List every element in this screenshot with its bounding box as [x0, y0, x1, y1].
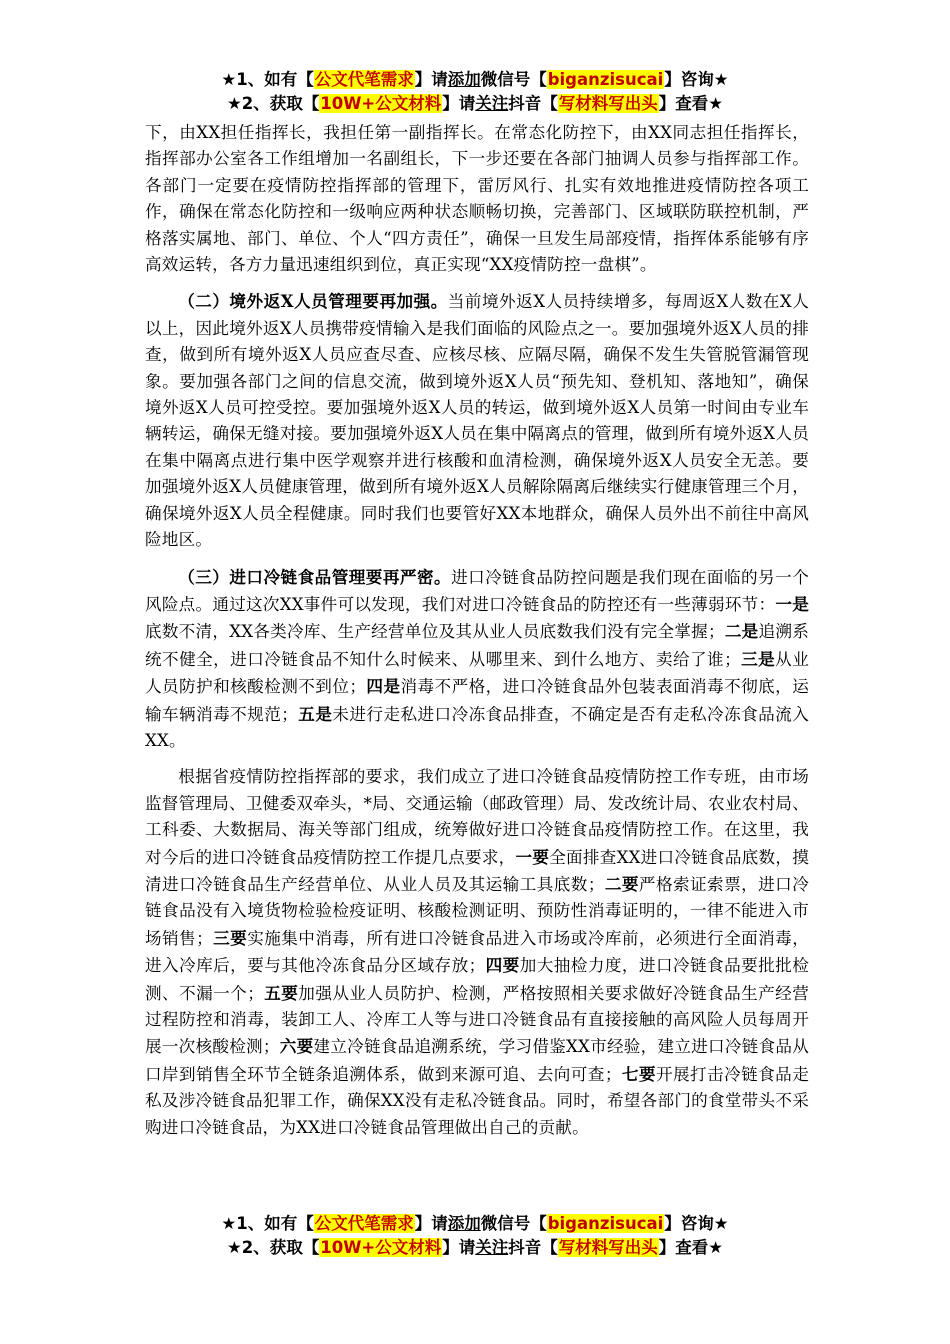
banner-line-2: ★2、获取【10W+公文材料】请关注抖音【写材料写出头】查看★ — [226, 1238, 724, 1257]
paragraph-cold-chain: （三）进口冷链食品管理要再严密。进口冷链食品防控问题是我们现在面临的另一个风险点。通过这次XX事件可以发现，我们对进口冷链食品的防控还有一些薄弱环节：一是底数不清，XX各类冷库、生产经营单位及其从业人员底数我们没有完全掌握；二是追溯系统不健全，进口冷链食品不知什么时候来、从哪里来、到什么地方、卖给了谁；三是从业人员防护和核酸检测不到位；四是消毒不严格，进口冷链食品外包装表面消毒不彻底，运输车辆消毒不规范；五是未进行走私进口冷冻食品排查，不确定是否有走私冷冻食品流入XX。 — [145, 566, 810, 750]
banner-line-2: ★2、获取【10W+公文材料】请关注抖音【写材料写出头】查看★ — [226, 94, 724, 113]
highlight-service: 公文代笔需求 — [314, 1214, 414, 1233]
banner-top — [0, 68, 950, 116]
highlight-service: 公文代笔需求 — [314, 70, 414, 89]
banner-line-1: ★1、如有【公文代笔需求】请添加微信号【biganzisucai】咨询★ — [221, 1214, 729, 1233]
highlight-materials: 10W+公文材料 — [320, 94, 442, 113]
document-body — [145, 120, 809, 1151]
section-heading-2: （二）境外返X人员管理要再加强。 — [178, 291, 448, 312]
section-heading-3: （三）进口冷链食品管理要再严密。 — [178, 566, 452, 587]
banner-bottom — [0, 1212, 950, 1260]
paragraph-requirements: 根据省疫情防控指挥部的要求，我们成立了进口冷链食品疫情防控工作专班，由市场监督管理局、卫健委双牵头，*局、交通运输（邮政管理）局、发改统计局、农业农村局、工科委、大数据局、海关等部门组成，统筹做好进口冷链食品疫情防控工作。在这里，我对今后的进口冷链食品疫情防控工作提几点要求，一要全面排查XX进口冷链食品底数，摸清进口冷链食品生产经营单位、从业人员及其运输工具底数；二要严格索证索票，进口冷链食品没有入境货物检验检疫证明、核酸检测证明、预防性消毒证明的，一律不能进入市场销售；三要实施集中消毒，所有进口冷链食品进入市场或冷库前，必须进行全面消毒，进入冷库后，要与其他冷冻食品分区域存放；四要加大抽检力度，进口冷链食品要批批检测、不漏一个；五要加强从业人员防护、检测，严格按照相关要求做好冷链食品生产经营过程防控和消毒，装卸工人、冷库工人等与进口冷链食品有直接接触的高风险人员每周开展一次核酸检测；六要建立冷链食品追溯系统，学习借鉴XX市经验，建立进口冷链食品从口岸到销售全环节全链条追溯体系，做到来源可追、去向可查；七要开展打击冷链食品走私及涉冷链食品犯罪工作，确保XX没有走私冷链食品。同时，希望各部门的食堂带头不采购进口冷链食品，为XX进口冷链食品管理做出自己的贡献。 — [145, 767, 810, 1137]
highlight-materials: 10W+公文材料 — [320, 1238, 442, 1257]
banner-line-1: ★1、如有【公文代笔需求】请添加微信号【biganzisucai】咨询★ — [221, 70, 729, 89]
highlight-wechat-id: biganzisucai — [547, 1214, 664, 1233]
highlight-douyin: 写材料写出头 — [558, 94, 658, 113]
highlight-wechat-id: biganzisucai — [547, 70, 664, 89]
paragraph-overseas: （二）境外返X人员管理要再加强。当前境外返X人员持续增多，每周返X人数在X人以上，因此境外返X人员携带疫情输入是我们面临的风险点之一。要加强境外返X人员的排查，做到所有境外返X人员应查尽查、应核尽核、应隔尽隔，确保不发生失管脱管漏管现象。要加强各部门之间的信息交流，做到境外返X人员“预先知、登机知、落地知”，确保境外返X人员可控受控。要加强境外返X人员的转运，做到境外返X人员第一时间由专业车辆转运，确保无缝对接。要加强境外返X人员在集中隔离点的管理，做到所有境外返X人员在集中隔离点进行集中医学观察并进行核酸和血清检测，确保境外返X人员安全无恙。要加强境外返X人员健康管理，做到所有境外返X人员解除隔离后继续实行健康管理三个月，确保境外返X人员全程健康。同时我们也要管好XX本地群众，确保人员外出不前往中高风险地区。 — [145, 291, 809, 550]
highlight-douyin: 写材料写出头 — [558, 1238, 658, 1257]
paragraph-command: 下，由XX担任指挥长，我担任第一副指挥长。在常态化防控下，由XX同志担任指挥长，指挥部办公室各工作组增加一名副组长，下一步还要在各部门抽调人员参与指挥部工作。各部门一定要在疫情防控指挥部的管理下，雷厉风行、扎实有效地推进疫情防控各项工作，确保在常态化防控和一级响应两种状态顺畅切换，完善部门、区域联防联控机制，严格落实属地、部门、单位、个人“四方责任”，确保一旦发生局部疫情，指挥体系能够有序高效运转，各方力量迅速组织到位，真正实现“XX疫情防控一盘棋”。 — [145, 123, 809, 275]
